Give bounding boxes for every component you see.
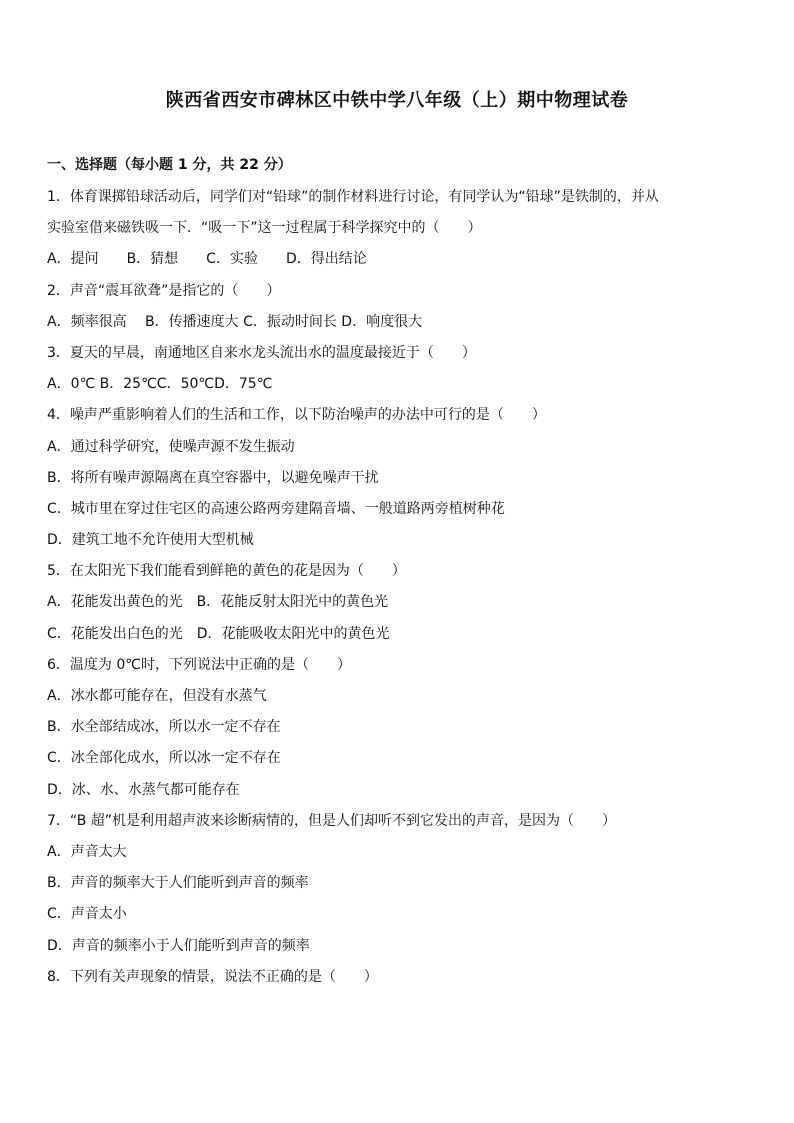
question-1 bbox=[47, 182, 757, 276]
answer-option-c: C．冰全部化成水，所以冰一定不存在 bbox=[47, 750, 281, 767]
answer-options-cd: C．花能发出白色的光 D．花能吸收太阳光中的黄色光 bbox=[47, 625, 390, 642]
answer-options-ab: A．花能发出黄色的光 B．花能反射太阳光中的黄色光 bbox=[47, 594, 389, 611]
answer-option-d: D．建筑工地不允许使用大型机械 bbox=[47, 532, 254, 549]
question-stem: 7．“B 超”机是利用超声波来诊断病情的，但是人们却听不到它发出的声音，是因为（ ） bbox=[47, 812, 617, 829]
question-stem: 2．声音“震耳欲聋”是指它的（ ） bbox=[47, 282, 281, 299]
answer-option-a: A．声音太大 bbox=[47, 843, 127, 860]
answer-option-b: B．声音的频率大于人们能听到声音的频率 bbox=[47, 875, 309, 892]
answer-options: A．0℃ B．25℃C．50℃D．75℃ bbox=[47, 376, 273, 393]
answer-option-d: D．冰、水、水蒸气都可能存在 bbox=[47, 781, 240, 798]
answer-option-a: A．通过科学研究，使噪声源不发生振动 bbox=[47, 438, 295, 455]
exam-title: 陕西省西安市碑林区中铁中学八年级（上）期中物理试卷 bbox=[165, 90, 629, 111]
answer-option-c: C．城市里在穿过住宅区的高速公路两旁建隔音墙、一般道路两旁植树种花 bbox=[47, 500, 505, 517]
answer-option-d: D．声音的频率小于人们能听到声音的频率 bbox=[47, 937, 310, 954]
question-stem: 实验室借来磁铁吸一下．“吸一下”这一过程属于科学探究中的（ ） bbox=[47, 220, 482, 237]
question-8 bbox=[47, 962, 757, 993]
answer-option-a: A．冰水都可能存在，但没有水蒸气 bbox=[47, 688, 267, 704]
exam-content bbox=[47, 151, 757, 993]
question-2 bbox=[47, 276, 757, 338]
question-stem: 1．体育课掷铅球活动后，同学们对“铅球”的制作材料进行讨论，有同学认为“铅球”是铁制的，并从 bbox=[47, 189, 659, 205]
question-7 bbox=[47, 806, 757, 962]
answer-options: A．提问 B．猜想 C．实验 D．得出结论 bbox=[47, 251, 367, 268]
question-stem: 5．在太阳光下我们能看到鲜艳的黄色的花是因为（ ） bbox=[47, 563, 406, 580]
answer-option-b: B．水全部结成冰，所以水一定不存在 bbox=[47, 719, 281, 736]
question-stem: 3．夏天的早晨，南通地区自来水龙头流出水的温度最接近于（ ） bbox=[47, 344, 476, 361]
answer-option-b: B．将所有噪声源隔离在真空容器中，以避免噪声干扰 bbox=[47, 469, 379, 486]
answer-options: A．频率很高 B．传播速度大 C．振动时间长 D．响度很大 bbox=[47, 313, 423, 330]
question-stem: 8．下列有关声现象的情景，说法不正确的是（ ） bbox=[47, 968, 378, 985]
question-6 bbox=[47, 650, 757, 806]
question-stem: 6．温度为 0℃时，下列说法中正确的是（ ） bbox=[47, 656, 351, 673]
answer-option-c: C．声音太小 bbox=[47, 906, 127, 923]
section-heading: 一、选择题（每小题 1 分，共 22 分） bbox=[47, 157, 292, 173]
question-stem: 4．噪声严重影响着人们的生活和工作，以下防治噪声的办法中可行的是（ ） bbox=[47, 407, 546, 424]
question-4 bbox=[47, 400, 757, 556]
question-3 bbox=[47, 338, 757, 400]
question-5 bbox=[47, 556, 757, 650]
